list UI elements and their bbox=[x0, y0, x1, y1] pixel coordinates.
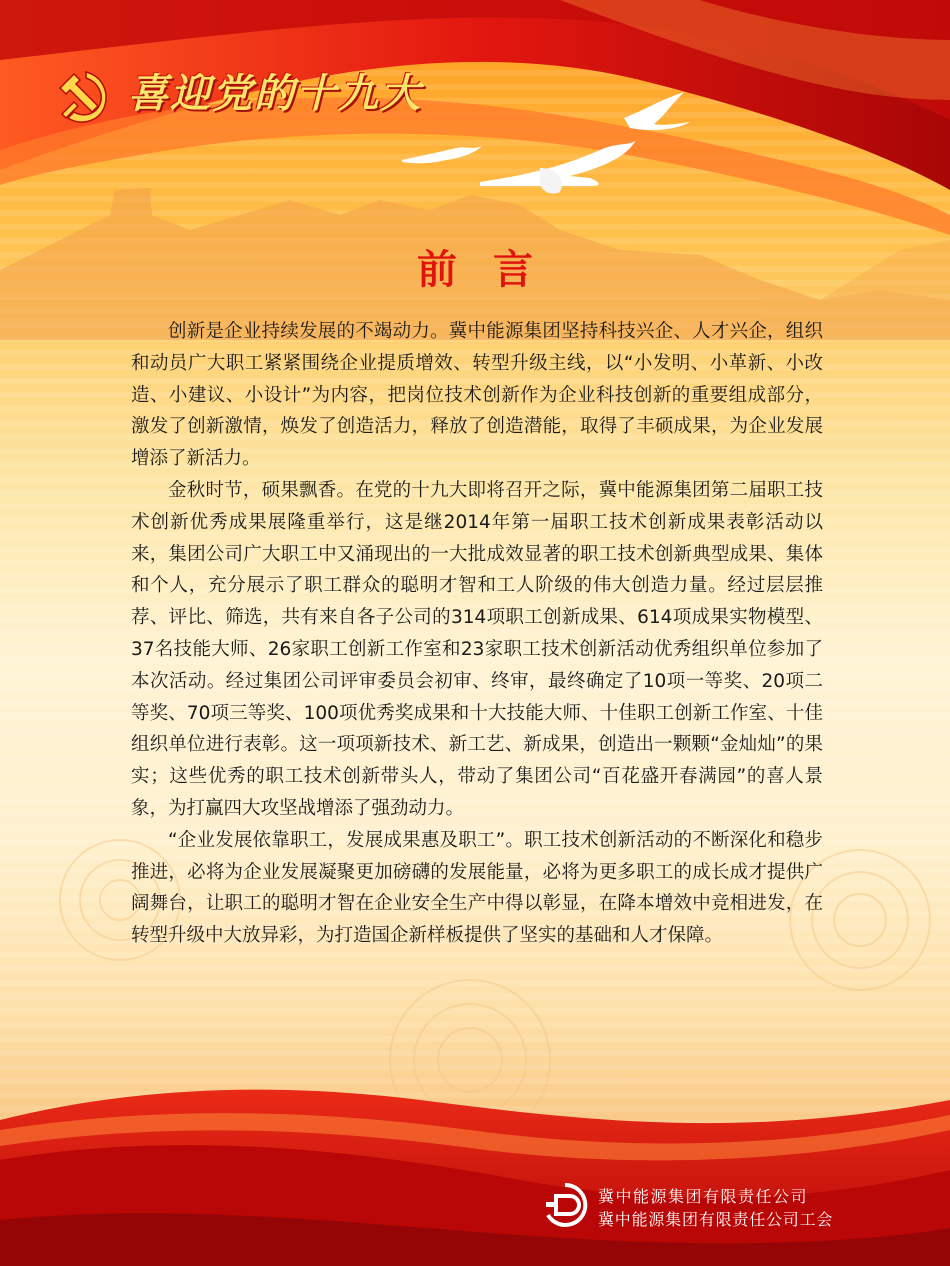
slogan-heading: 喜迎党的十九大 bbox=[128, 70, 422, 117]
bottom-ribbon-icon bbox=[0, 1090, 950, 1266]
preface-body bbox=[131, 316, 823, 952]
footer bbox=[542, 1180, 872, 1230]
page-title: 前言 bbox=[417, 246, 569, 293]
paragraph: “企业发展依靠职工，发展成果惠及职工”。职工技术创新活动的不断深化和稳步推进，必将为企业发展凝聚更加磅礴的发展能量，必将为更多职工的成长成才提供广阔舞台，让职工的聪明才智在企业安全生产中得以彰显，在降本增效中竞相进发，在转型升级中大放异彩，为打造国企新样板提供了坚实的基础和人才保障。 bbox=[131, 829, 823, 947]
union-name: 冀中能源集团有限责任公司工会 bbox=[598, 1212, 834, 1229]
company-logo-icon bbox=[542, 1182, 588, 1228]
hammer-and-sickle-icon bbox=[52, 66, 114, 128]
paragraph: 金秋时节，硕果飘香。在党的十九大即将召开之际，冀中能源集团第二届职工技术创新优秀成果展隆重举行，这是继2014年第一届职工技术创新成果表彰活动以来，集团公司广大职工中又涌现出的一大批成效显著的职工技术创新典型成果、集体和个人，充分展示了职工群众的聪明才智和工人阶级的伟大创造力量。经过层层推荐、评比、筛选，共有来自各子公司的314项职工创新成果、614项成果实物模型、37名技能大师、26家职工创新工作室和23家职工技术创新活动优秀组织单位参加了本次活动。经过集团公司评审委员会初审、终审，最终确定了10项一等奖、20项二等奖、70项三等奖、100项优秀奖成果和十大技能大师、十佳职工创新工作室、十佳组织单位进行表彰。这一项项新技术、新工艺、新成果，创造出一颗颗“金灿灿”的果实；这些优秀的职工技术创新带头人，带动了集团公司“百花盛开春满园”的喜人景象，为打赢四大攻坚战增添了强劲动力。 bbox=[131, 479, 823, 819]
organizer-name: 冀中能源集团有限责任公司 bbox=[598, 1189, 809, 1206]
paragraph: 创新是企业持续发展的不竭动力。冀中能源集团坚持科技兴企、人才兴企，组织和动员广大职工紧紧围绕企业提质增效、转型升级主线，以“小发明、小革新、小改造、小建议、小设计”为内容，把岗位技术创新作为企业科技创新的重要组成部分，激发了创新激情，焕发了创造活力，释放了创造潜能，取得了丰硕成果，为企业发展增添了新活力。 bbox=[131, 321, 823, 470]
